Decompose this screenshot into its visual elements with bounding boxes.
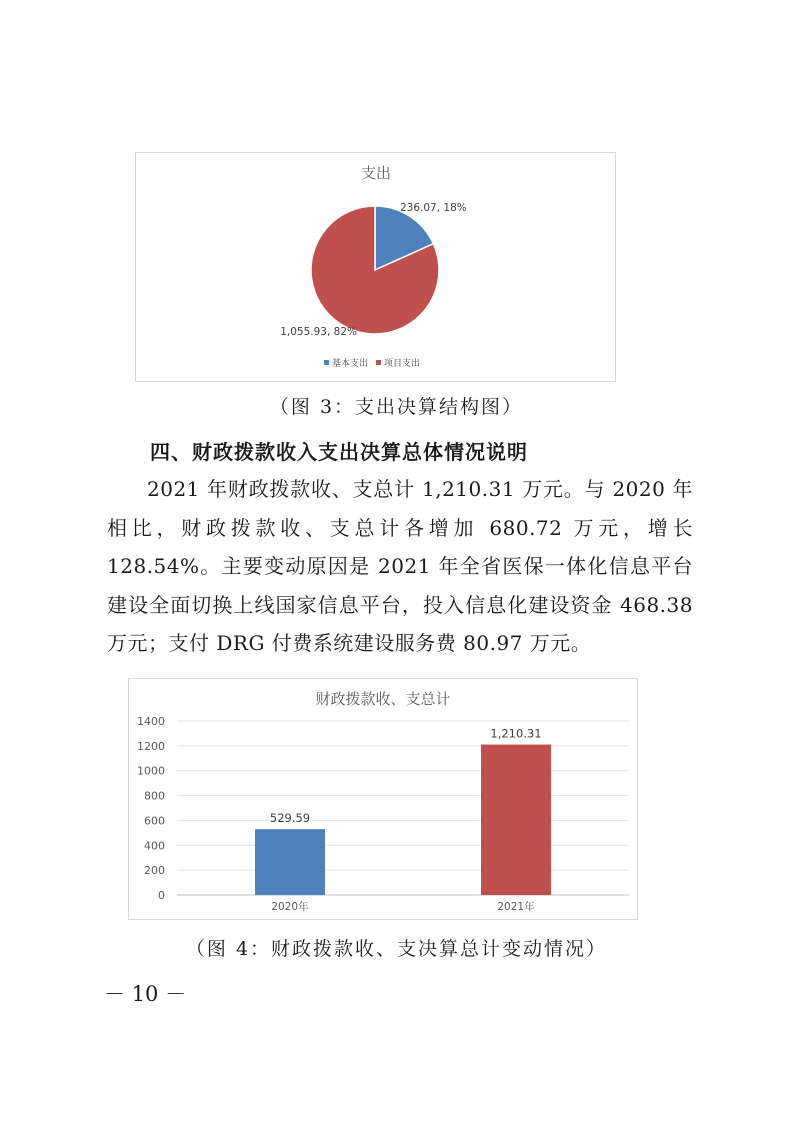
y-tick-label: 1200: [137, 739, 165, 753]
y-tick-label: 600: [144, 814, 165, 828]
bar-chart-container: [128, 678, 638, 920]
pie-chart: [136, 153, 615, 381]
y-tick-label: 1000: [137, 764, 165, 778]
x-category-label-2: 2021年: [497, 901, 535, 913]
y-tick-label: 0: [158, 889, 165, 902]
y-tick-label: 200: [144, 864, 165, 878]
bar-2: [481, 745, 551, 895]
bar-chart: [129, 679, 637, 919]
y-tick-label: 1400: [137, 715, 165, 728]
legend-label-2: 项目支出: [384, 359, 421, 369]
legend-swatch-2: [376, 360, 381, 365]
y-tick-label: 800: [144, 789, 165, 803]
pie-data-label-2: 1,055.93, 82%: [280, 326, 357, 338]
bar-data-label-1: 529.59: [269, 811, 311, 826]
section-heading: 四、财政拨款收入支出决算总体情况说明: [150, 440, 528, 464]
legend-label-1: 基本支出: [332, 359, 369, 369]
bar-chart-title: 财政拨款收、支总计: [315, 690, 451, 708]
bar-data-label-2: 1,210.31: [490, 726, 542, 741]
x-category-label-1: 2020年: [271, 901, 309, 913]
pie-chart-title: 支出: [360, 164, 392, 182]
body-paragraph: 2021 年财政拨款收、支总计 1,210.31 万元。与 2020 年相比，财政拨款收、支总计各增加 680.72 万元，增长 128.54%。主要变动原因是 2021 年全省医保一体化信息平台建设全面切换上线国家信息平台，投入信息化建设资金 468.38 万元；支付 DRG 付费系统建设服务费 80.97 万元。: [107, 477, 693, 655]
pie-chart-container: [135, 152, 616, 382]
bar-1: [255, 829, 325, 895]
page-number: － 10 －: [104, 982, 187, 1006]
legend-swatch-1: [324, 360, 329, 365]
pie-data-label-1: 236.07, 18%: [400, 202, 467, 214]
figure-4-caption: （图 4：财政拨款收、支决算总计变动情况）: [185, 938, 608, 960]
figure-3-caption: （图 3：支出决算结构图）: [269, 396, 524, 418]
y-tick-label: 400: [144, 839, 165, 853]
